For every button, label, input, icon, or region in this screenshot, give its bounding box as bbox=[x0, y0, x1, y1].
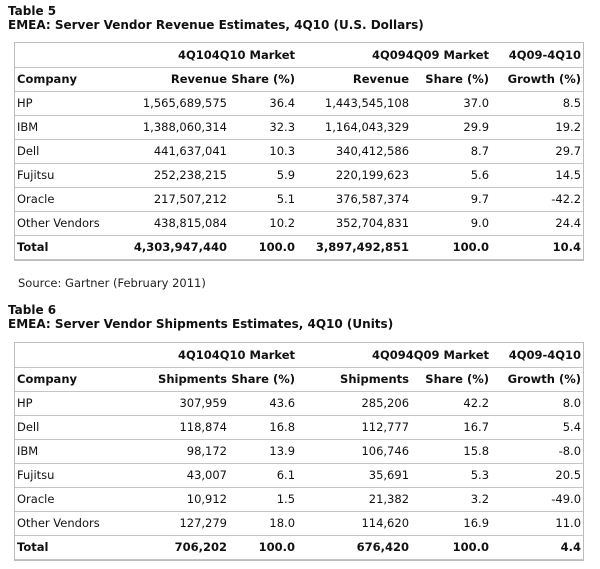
value-cell: 16.8 bbox=[229, 415, 297, 439]
value-cell: 36.4 bbox=[229, 91, 297, 115]
table5-col-growth: Growth (%) bbox=[491, 67, 583, 91]
company-cell: Oracle bbox=[15, 487, 115, 511]
company-cell: IBM bbox=[15, 439, 115, 463]
table5-group-growth: 4Q09-4Q10 bbox=[491, 43, 583, 67]
company-cell: Dell bbox=[15, 139, 115, 163]
value-cell: 8.0 bbox=[491, 391, 583, 415]
table-row bbox=[15, 415, 583, 439]
value-cell: 220,199,623 bbox=[297, 163, 411, 187]
table6-group-growth: 4Q09-4Q10 bbox=[491, 343, 583, 367]
company-cell: Fujitsu bbox=[15, 463, 115, 487]
value-cell: 8.5 bbox=[491, 91, 583, 115]
value-cell: 118,874 bbox=[115, 415, 229, 439]
value-cell: 5.9 bbox=[229, 163, 297, 187]
value-cell: 106,746 bbox=[297, 439, 411, 463]
table-row bbox=[15, 463, 583, 487]
table-row bbox=[15, 91, 583, 115]
value-cell: 9.0 bbox=[411, 211, 491, 235]
table6-col-share-prior: Share (%) bbox=[411, 367, 491, 391]
value-cell: 19.2 bbox=[491, 115, 583, 139]
value-cell: 16.7 bbox=[411, 415, 491, 439]
value-cell: 100.0 bbox=[411, 235, 491, 259]
table5-group-header-row bbox=[15, 43, 583, 67]
company-cell: HP bbox=[15, 391, 115, 415]
value-cell: 20.5 bbox=[491, 463, 583, 487]
table-row bbox=[15, 439, 583, 463]
table6-total-row bbox=[15, 535, 583, 559]
table5-col-revenue-current: Revenue bbox=[115, 67, 229, 91]
value-cell: 10.2 bbox=[229, 211, 297, 235]
table5-col-share-current: Share (%) bbox=[229, 67, 297, 91]
table5-total-row bbox=[15, 235, 583, 259]
value-cell: 9.7 bbox=[411, 187, 491, 211]
table5 bbox=[14, 42, 584, 261]
table6-col-shipments-current: Shipments bbox=[115, 367, 229, 391]
value-cell: 307,959 bbox=[115, 391, 229, 415]
value-cell: 98,172 bbox=[115, 439, 229, 463]
company-cell: Dell bbox=[15, 415, 115, 439]
table5-col-company: Company bbox=[15, 67, 115, 91]
value-cell: 14.5 bbox=[491, 163, 583, 187]
value-cell: 15.8 bbox=[411, 439, 491, 463]
table6-label: Table 6 bbox=[8, 303, 57, 317]
company-cell: Other Vendors bbox=[15, 511, 115, 535]
source-note: Source: Gartner (February 2011) bbox=[18, 276, 206, 290]
table6-group-current: 4Q104Q10 Market bbox=[115, 343, 297, 367]
table-row bbox=[15, 115, 583, 139]
value-cell: 29.9 bbox=[411, 115, 491, 139]
table-row bbox=[15, 163, 583, 187]
value-cell: 1,443,545,108 bbox=[297, 91, 411, 115]
value-cell: 43.6 bbox=[229, 391, 297, 415]
company-cell: HP bbox=[15, 91, 115, 115]
table-row bbox=[15, 391, 583, 415]
value-cell: 11.0 bbox=[491, 511, 583, 535]
value-cell: 100.0 bbox=[411, 535, 491, 559]
value-cell: 29.7 bbox=[491, 139, 583, 163]
value-cell: 676,420 bbox=[297, 535, 411, 559]
value-cell: 1,565,689,575 bbox=[115, 91, 229, 115]
value-cell: 18.0 bbox=[229, 511, 297, 535]
company-cell: Fujitsu bbox=[15, 163, 115, 187]
table-row bbox=[15, 211, 583, 235]
table5-title: EMEA: Server Vendor Revenue Estimates, 4Q10 (U.S. Dollars) bbox=[8, 18, 424, 32]
value-cell: 127,279 bbox=[115, 511, 229, 535]
table6-title: EMEA: Server Vendor Shipments Estimates, 4Q10 (Units) bbox=[8, 317, 394, 331]
value-cell: 441,637,041 bbox=[115, 139, 229, 163]
table5-group-current: 4Q104Q10 Market bbox=[115, 43, 297, 67]
value-cell: -42.2 bbox=[491, 187, 583, 211]
value-cell: -49.0 bbox=[491, 487, 583, 511]
table-row bbox=[15, 487, 583, 511]
value-cell: 6.1 bbox=[229, 463, 297, 487]
company-cell: IBM bbox=[15, 115, 115, 139]
value-cell: 10,912 bbox=[115, 487, 229, 511]
company-cell: Other Vendors bbox=[15, 211, 115, 235]
table-row bbox=[15, 139, 583, 163]
table6-col-shipments-prior: Shipments bbox=[297, 367, 411, 391]
value-cell: 114,620 bbox=[297, 511, 411, 535]
value-cell: 376,587,374 bbox=[297, 187, 411, 211]
value-cell: 352,704,831 bbox=[297, 211, 411, 235]
table6-col-company: Company bbox=[15, 367, 115, 391]
value-cell: 32.3 bbox=[229, 115, 297, 139]
value-cell: 10.4 bbox=[491, 235, 583, 259]
value-cell: 42.2 bbox=[411, 391, 491, 415]
table-row bbox=[15, 187, 583, 211]
value-cell: 5.3 bbox=[411, 463, 491, 487]
value-cell: 3.2 bbox=[411, 487, 491, 511]
table6-group-prior: 4Q094Q09 Market bbox=[297, 343, 491, 367]
value-cell: 13.9 bbox=[229, 439, 297, 463]
value-cell: 100.0 bbox=[229, 535, 297, 559]
value-cell: 1,164,043,329 bbox=[297, 115, 411, 139]
value-cell: 5.1 bbox=[229, 187, 297, 211]
company-cell: Total bbox=[15, 235, 115, 259]
value-cell: 3,897,492,851 bbox=[297, 235, 411, 259]
value-cell: 24.4 bbox=[491, 211, 583, 235]
table5-col-share-prior: Share (%) bbox=[411, 67, 491, 91]
value-cell: 100.0 bbox=[229, 235, 297, 259]
table5-label: Table 5 bbox=[8, 4, 57, 18]
value-cell: 37.0 bbox=[411, 91, 491, 115]
value-cell: 43,007 bbox=[115, 463, 229, 487]
table6-group-header-row bbox=[15, 343, 583, 367]
value-cell: 1,388,060,314 bbox=[115, 115, 229, 139]
value-cell: 16.9 bbox=[411, 511, 491, 535]
value-cell: 4.4 bbox=[491, 535, 583, 559]
value-cell: 21,382 bbox=[297, 487, 411, 511]
value-cell: 217,507,212 bbox=[115, 187, 229, 211]
table-row bbox=[15, 511, 583, 535]
value-cell: 35,691 bbox=[297, 463, 411, 487]
value-cell: -8.0 bbox=[491, 439, 583, 463]
value-cell: 112,777 bbox=[297, 415, 411, 439]
value-cell: 252,238,215 bbox=[115, 163, 229, 187]
table6-column-header-row bbox=[15, 367, 583, 391]
table5-col-revenue-prior: Revenue bbox=[297, 67, 411, 91]
table5-group-prior: 4Q094Q09 Market bbox=[297, 43, 491, 67]
value-cell: 340,412,586 bbox=[297, 139, 411, 163]
company-cell: Total bbox=[15, 535, 115, 559]
value-cell: 438,815,084 bbox=[115, 211, 229, 235]
table6 bbox=[14, 342, 584, 561]
value-cell: 10.3 bbox=[229, 139, 297, 163]
value-cell: 1.5 bbox=[229, 487, 297, 511]
value-cell: 706,202 bbox=[115, 535, 229, 559]
value-cell: 285,206 bbox=[297, 391, 411, 415]
value-cell: 4,303,947,440 bbox=[115, 235, 229, 259]
company-cell: Oracle bbox=[15, 187, 115, 211]
table5-column-header-row bbox=[15, 67, 583, 91]
value-cell: 5.6 bbox=[411, 163, 491, 187]
table6-col-growth: Growth (%) bbox=[491, 367, 583, 391]
value-cell: 5.4 bbox=[491, 415, 583, 439]
value-cell: 8.7 bbox=[411, 139, 491, 163]
table6-col-share-current: Share (%) bbox=[229, 367, 297, 391]
